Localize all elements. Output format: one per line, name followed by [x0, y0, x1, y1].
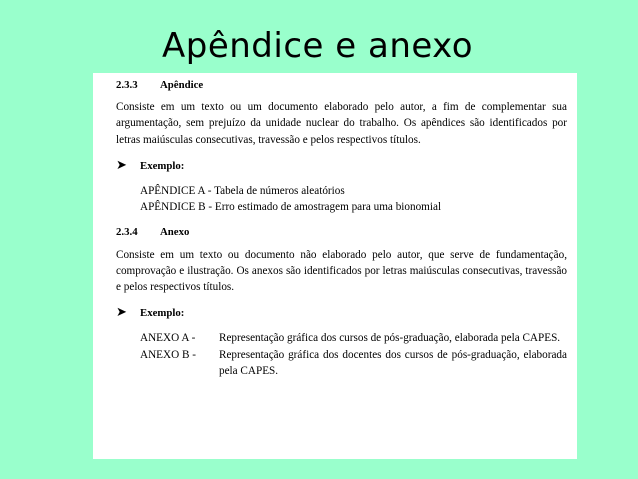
appendix-example-heading — [116, 158, 567, 174]
document-scan — [93, 73, 577, 459]
annex-section-heading — [116, 224, 567, 240]
slide-title: Apêndice e anexo — [162, 26, 474, 66]
appendix-section-heading — [116, 77, 567, 93]
annex-example-text: Representação gráfica dos cursos de pós-graduação, elaborada pela CAPES. — [219, 332, 561, 345]
arrow-bullet-icon: ➤ — [116, 157, 127, 173]
annex-example-text: Representação gráfica dos docentes dos cursos de pós-graduação, elaborada pela CAPES. — [219, 348, 567, 377]
annex-example-heading — [116, 305, 567, 321]
appendix-example-label: Exemplo: — [140, 159, 185, 172]
annex-section-number: 2.3.4 — [116, 226, 138, 239]
appendix-example-item: APÊNDICE B - Erro estimado de amostragem para uma bionomial — [140, 201, 442, 214]
annex-example-item — [140, 347, 567, 379]
appendix-example-list — [140, 183, 567, 215]
annex-example-label: Exemplo: — [140, 307, 185, 320]
appendix-section-title: Apêndice — [160, 79, 204, 91]
annex-example-code: ANEXO B - — [140, 348, 196, 361]
appendix-paragraph: Consiste em um texto ou um documento elaborado pelo autor, a fim de complementar sua argumentação, sem prejuízo da unidade nuclear do trabalho. Os apêndices são identificados por letras maiúsculas consecutivas, travessão e pelos respectivos títulos. — [116, 101, 567, 146]
appendix-example-item: APÊNDICE A - Tabela de números aleatórios — [140, 185, 345, 198]
appendix-section-number: 2.3.3 — [116, 79, 138, 91]
annex-example-code: ANEXO A - — [140, 332, 196, 345]
arrow-bullet-icon: ➤ — [116, 305, 127, 321]
annex-section-title: Anexo — [160, 226, 190, 239]
annex-example-item — [140, 330, 567, 346]
annex-paragraph: Consiste em um texto ou documento não elaborado pelo autor, que serve de fundamentação, comprovação e ilustração. Os anexos são identificados por letras maiúsculas consecutivas, travessão e pelos respectivos títulos. — [116, 248, 567, 294]
annex-example-list — [140, 330, 567, 379]
